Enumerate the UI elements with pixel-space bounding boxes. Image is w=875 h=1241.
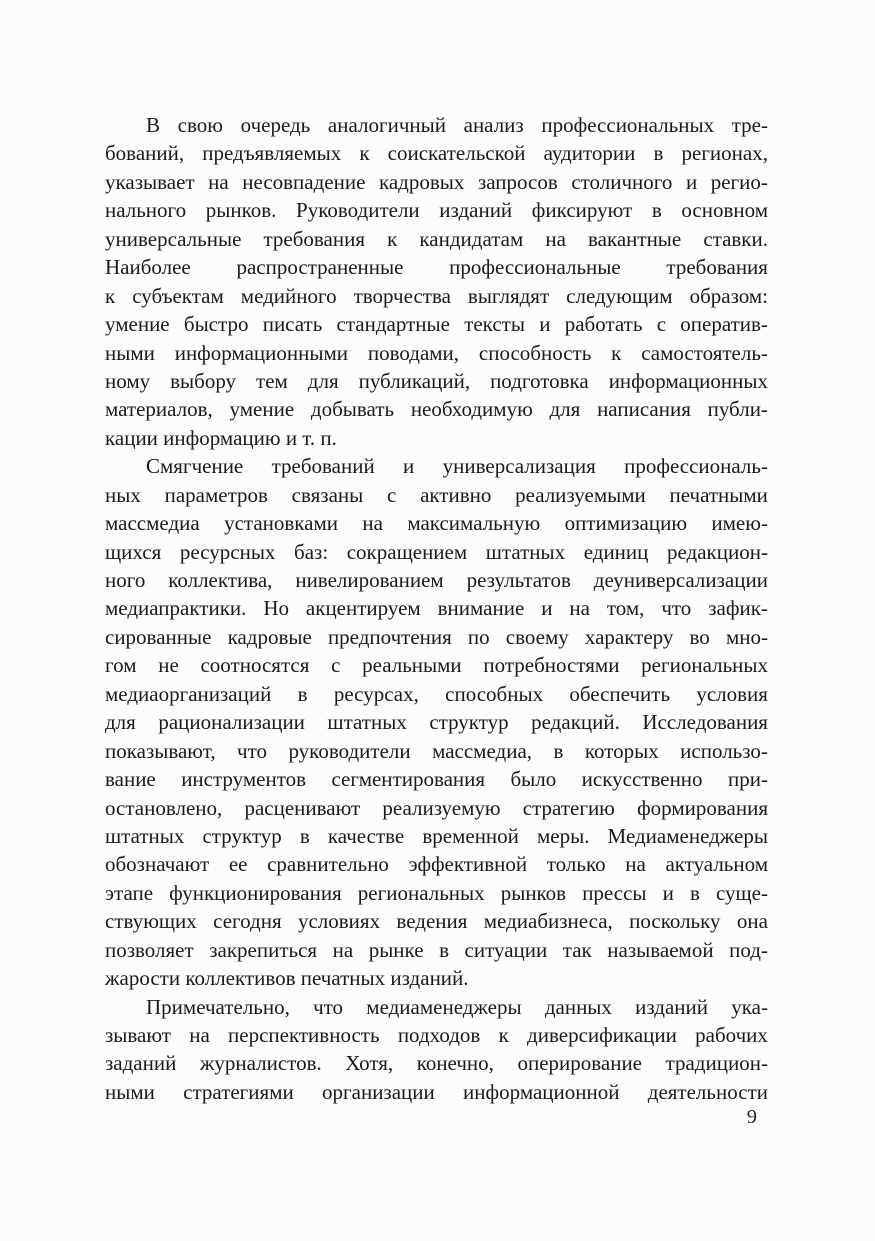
- paragraph: [105, 993, 768, 1107]
- text-line: массмедиа установками на максимальную оптимизацию имею-: [105, 511, 768, 536]
- text-line: остановлено, расценивают реализуемую стратегию формирования: [105, 795, 768, 820]
- text-line: Наиболее распространенные профессиональные требования: [105, 255, 768, 280]
- text-line: умение быстро писать стандартные тексты и работать с оператив-: [105, 312, 768, 337]
- text-line: для рационализации штатных структур редакций. Исследования: [105, 710, 768, 735]
- text-line: обозначают ее сравнительно эффективной только на актуальном: [105, 852, 768, 877]
- text-line: сированные кадровые предпочтения по своему характеру во мно-: [105, 624, 768, 649]
- text-line: ного коллектива, нивелированием результатов деуниверсализации: [105, 568, 768, 592]
- text-line: нального рынков. Руководители изданий фиксируют в основном: [105, 198, 768, 223]
- text-line: Примечательно, что медиаменеджеры данных изданий ука-: [146, 994, 768, 1019]
- text-line: жарости коллективов печатных изданий.: [105, 966, 469, 991]
- page-number: 9: [746, 1106, 757, 1128]
- text-line: ными информационными поводами, способность к самостоятель-: [105, 340, 768, 365]
- text-line: позволяет закрепиться на рынке в ситуации так называемой под-: [105, 937, 768, 962]
- text-line: ному выбору тем для публикаций, подготовка информационных: [105, 368, 768, 393]
- text-line: В свою очередь аналогичный анализ профессиональных тре-: [146, 113, 768, 137]
- text-line: ствующих сегодня условиях ведения медиабизнеса, поскольку она: [105, 909, 768, 934]
- text-line: кации информацию и т. п.: [105, 425, 337, 450]
- text-line: заданий журналистов. Хотя, конечно, оперирование традицион-: [105, 1051, 768, 1076]
- text-line: указывает на несовпадение кадровых запросов столичного и регио-: [105, 169, 768, 194]
- text-line: штатных структур в качестве временной меры. Медиаменеджеры: [105, 823, 768, 848]
- text-line: ными стратегиями организации информационной деятельности: [105, 1079, 768, 1104]
- text-line: материалов, умение добывать необходимую для написания публи-: [105, 397, 768, 422]
- text-line: бований, предъявляемых к соискательской аудитории в регионах,: [105, 141, 768, 166]
- text-line: зывают на перспективность подходов к диверсификации рабочих: [105, 1023, 768, 1047]
- text-line: к субъектам медийного творчества выглядят следующим образом:: [105, 283, 768, 308]
- text-line: показывают, что руководители массмедиа, в которых использо-: [105, 738, 768, 763]
- paragraph: [105, 452, 768, 992]
- text-line: вание инструментов сегментирования было искусственно при-: [105, 767, 768, 792]
- text-line: гом не соотносятся с реальными потребностями региональных: [105, 653, 768, 678]
- text-line: медиаорганизаций в ресурсах, способных обеспечить условия: [105, 681, 768, 706]
- text-line: щихся ресурсных баз: сокращением штатных единиц редакцион-: [105, 539, 768, 564]
- text-line: универсальные требования к кандидатам на вакантные ставки.: [105, 226, 768, 251]
- body-text: [105, 111, 768, 1106]
- text-line: ных параметров связаны с активно реализуемыми печатными: [105, 482, 768, 507]
- paragraph: [105, 111, 768, 452]
- text-line: медиапрактики. Но акцентируем внимание и на том, что зафик-: [105, 596, 768, 621]
- text-line: Смягчение требований и универсализация профессиональ-: [146, 454, 768, 479]
- text-line: этапе функционирования региональных рынков прессы и в суще-: [105, 880, 768, 905]
